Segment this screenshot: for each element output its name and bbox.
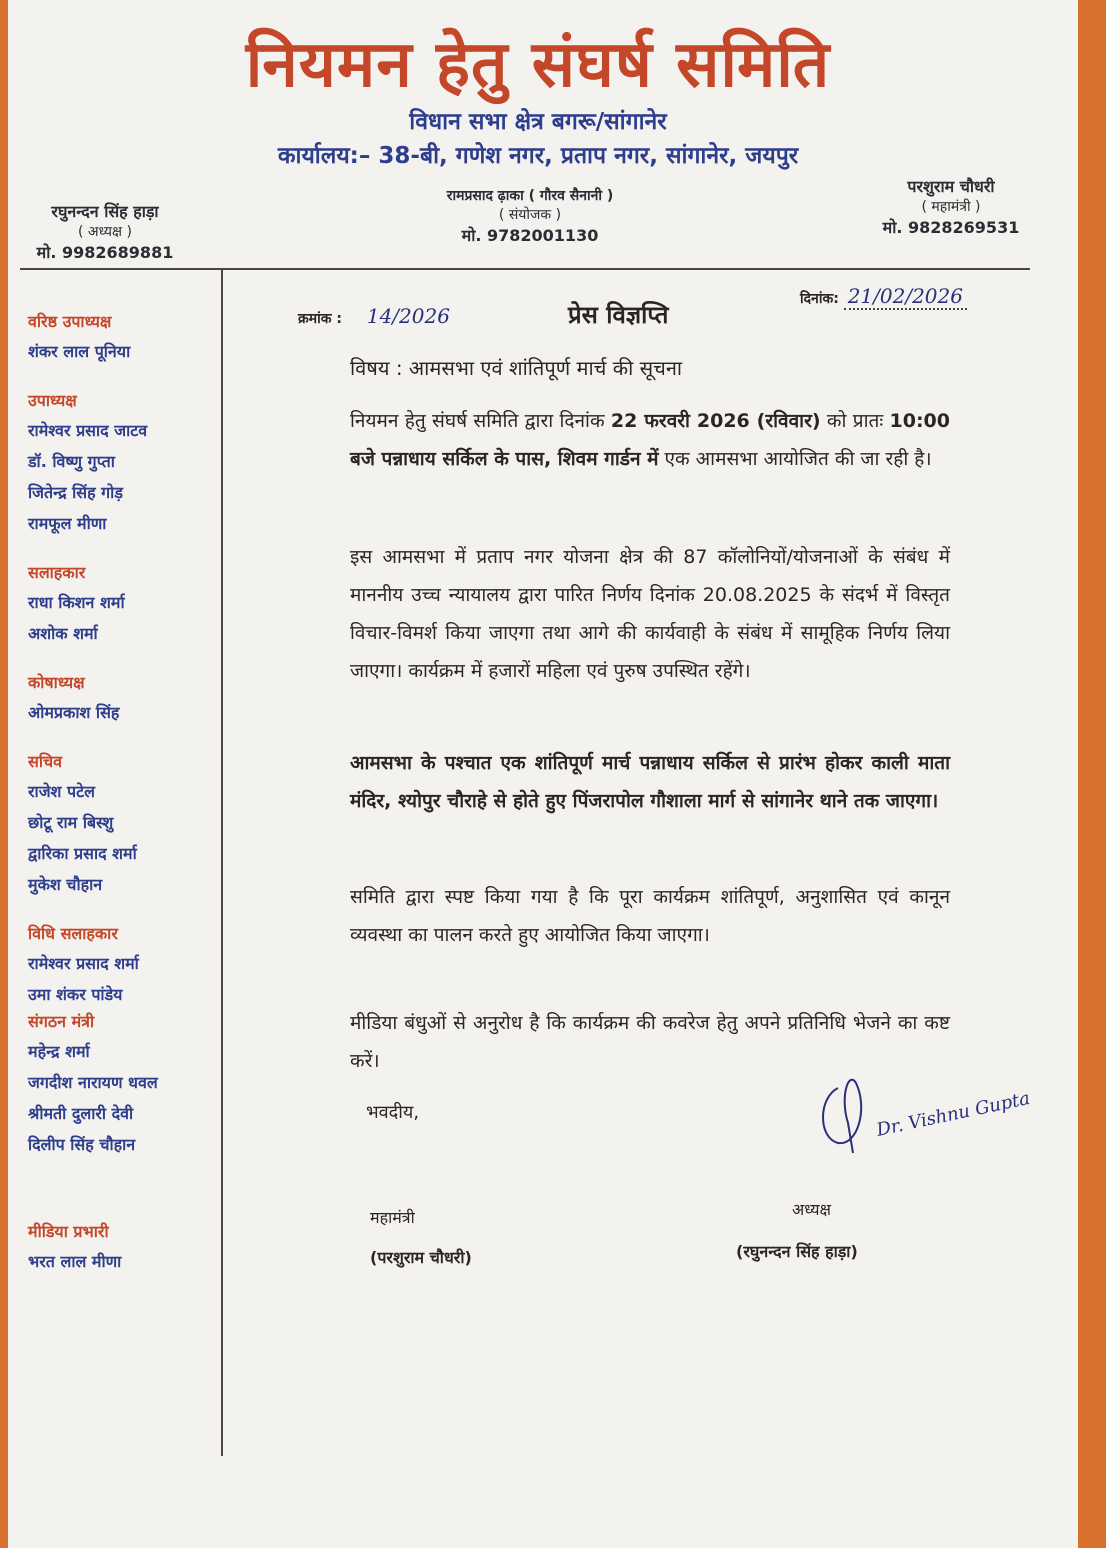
- paragraph-bold-text: 10:00 बजे पन्नाधाय सर्किल के पास, शिवम गार्डन में: [350, 410, 950, 470]
- member-name: रामेश्वर प्रसाद जाटव: [28, 421, 148, 440]
- member-name: श्रीमती दुलारी देवी: [28, 1104, 134, 1123]
- member-group-heading: संगठन मंत्री: [28, 1012, 95, 1031]
- officer-name: रामप्रसाद ढ़ाका ( गौरव सैनानी ): [446, 188, 614, 204]
- member-name: भरत लाल मीणा: [28, 1252, 122, 1271]
- press-release-heading: प्रेस विज्ञप्ति: [568, 301, 669, 329]
- member-name: राधा किशन शर्मा: [28, 593, 125, 612]
- officer-convenor: [410, 186, 650, 246]
- officer-phone: मो. 9828269531: [882, 218, 1020, 237]
- member-sidebar: [28, 310, 228, 1299]
- page-border-right: [1078, 0, 1106, 1548]
- officer-general-secretary: [870, 175, 1032, 238]
- member-name: द्वारिका प्रसाद शर्मा: [28, 844, 137, 863]
- member-group: [28, 310, 228, 367]
- member-name: अशोक शर्मा: [28, 624, 98, 643]
- constituency-line: विधान सभा क्षेत्र बगरू/सांगानेर: [409, 109, 667, 135]
- officer-role: ( महामंत्री ): [921, 199, 981, 215]
- member-group: [28, 1010, 228, 1160]
- office-address: कार्यालय:– 38-बी, गणेश नगर, प्रताप नगर, सांगानेर, जयपुर: [277, 143, 799, 169]
- officer-phone: मो. 9982689881: [36, 243, 174, 262]
- member-name: रामफूल मीणा: [28, 514, 107, 533]
- reference-number: [298, 304, 450, 328]
- paragraph-5: मीडिया बंधुओं से अनुरोध है कि कार्यक्रम की कवरेज हेतु अपने प्रतिनिधि भेजने का कष्ट करें।: [350, 1012, 950, 1072]
- signatory-right-name: (रघुनन्दन सिंह हाड़ा): [736, 1242, 858, 1261]
- member-group-heading: मीडिया प्रभारी: [28, 1222, 109, 1241]
- subject-line: विषय : आमसभा एवं शांतिपूर्ण मार्च की सूचना: [350, 356, 683, 380]
- paragraph-2: इस आमसभा में प्रताप नगर योजना क्षेत्र की 87 कॉलोनियों/योजनाओं के संबंध में माननीय उच्च न्यायालय द्वारा पारित निर्णय दिनांक 20.08.2025 के संदर्भ में विस्तृत विचार-विमर्श किया जाएगा तथा आगे की कार्यवाही के संबंध में सामूहिक निर्णय लिया जाएगा। कार्यक्रम में हजारों महिला एवं पुरुष उपस्थित रहेंगे।: [350, 546, 950, 682]
- reference-label: क्रमांक :: [298, 311, 342, 327]
- officer-name: परशुराम चौधरी: [907, 177, 995, 196]
- signatory-left-name: (परशुराम चौधरी): [370, 1248, 472, 1267]
- paragraph-text: को प्रातः: [820, 410, 890, 432]
- letterhead-page: [8, 0, 1078, 1548]
- date-label: दिनांक:: [800, 291, 839, 307]
- officer-phone: मो. 9782001130: [461, 226, 599, 245]
- member-name: रामेश्वर प्रसाद शर्मा: [28, 954, 139, 973]
- officer-role: ( अध्यक्ष ): [78, 224, 132, 240]
- letter-date: [800, 284, 967, 308]
- officer-role: ( संयोजक ): [498, 207, 562, 223]
- member-name: दिलीप सिंह चौहान: [28, 1135, 136, 1154]
- paragraph-3: आमसभा के पश्चात एक शांतिपूर्ण मार्च पन्नाधाय सर्किल से प्रारंभ होकर काली माता मंदिर, श्योपुर चौराहे से होते हुए पिंजरापोल गौशाला मार्ग से सांगानेर थाने तक जाएगा।: [350, 752, 950, 812]
- member-group: [28, 389, 228, 539]
- member-group: [28, 561, 228, 649]
- member-group: [28, 922, 228, 1010]
- paragraph-text: एक आमसभा आयोजित की जा रही है।: [658, 448, 932, 470]
- header-divider: [20, 268, 1030, 270]
- member-name: जितेन्द्र सिंह गोड़: [28, 483, 123, 502]
- organization-title: नियमन हेतु संघर्ष समिति: [245, 28, 831, 102]
- paragraph-bold-text: 22 फरवरी 2026 (रविवार): [610, 410, 821, 432]
- member-name: डॉ. विष्णु गुप्ता: [28, 452, 115, 471]
- reference-value: 14/2026: [366, 304, 450, 328]
- paragraph-text: नियमन हेतु संघर्ष समिति द्वारा दिनांक: [350, 410, 611, 432]
- member-group-heading: उपाध्यक्ष: [28, 391, 77, 410]
- member-name: शंकर लाल पूनिया: [28, 342, 131, 361]
- officer-name: रघुनन्दन सिंह हाड़ा: [51, 202, 159, 221]
- member-group: [28, 750, 228, 900]
- officer-president: [20, 200, 190, 263]
- signature-text: Dr. Vishnu Gupta: [874, 1087, 1032, 1141]
- member-name: ओमप्रकाश सिंह: [28, 703, 120, 722]
- date-value: 21/02/2026: [844, 284, 967, 310]
- closing-salutation: भवदीय,: [366, 1102, 420, 1123]
- paragraph-4: समिति द्वारा स्पष्ट किया गया है कि पूरा कार्यक्रम शांतिपूर्ण, अनुशासित एवं कानून व्यवस्था का पालन करते हुए आयोजित किया जाएगा।: [350, 886, 950, 946]
- member-group: [28, 671, 228, 728]
- page-border-left: [0, 0, 8, 1548]
- member-name: उमा शंकर पांडेय: [28, 985, 123, 1004]
- member-name: छोटू राम बिस्शु: [28, 813, 114, 832]
- paragraph-1: [350, 402, 950, 478]
- signature-mark: [818, 1068, 1048, 1158]
- member-name: महेन्द्र शर्मा: [28, 1042, 90, 1061]
- member-group-heading: कोषाध्यक्ष: [28, 673, 85, 692]
- member-name: राजेश पटेल: [28, 782, 96, 801]
- member-group-heading: वरिष्ठ उपाध्यक्ष: [28, 312, 112, 331]
- member-group: [28, 1220, 228, 1277]
- signatory-left-role: महामंत्री: [370, 1208, 415, 1227]
- member-group-heading: सचिव: [28, 752, 63, 771]
- member-group-heading: सलाहकार: [28, 563, 86, 582]
- member-name: जगदीश नारायण धवल: [28, 1073, 158, 1092]
- member-name: मुकेश चौहान: [28, 875, 103, 894]
- signatory-right-role: अध्यक्ष: [792, 1200, 831, 1219]
- member-group-heading: विधि सलाहकार: [28, 924, 118, 943]
